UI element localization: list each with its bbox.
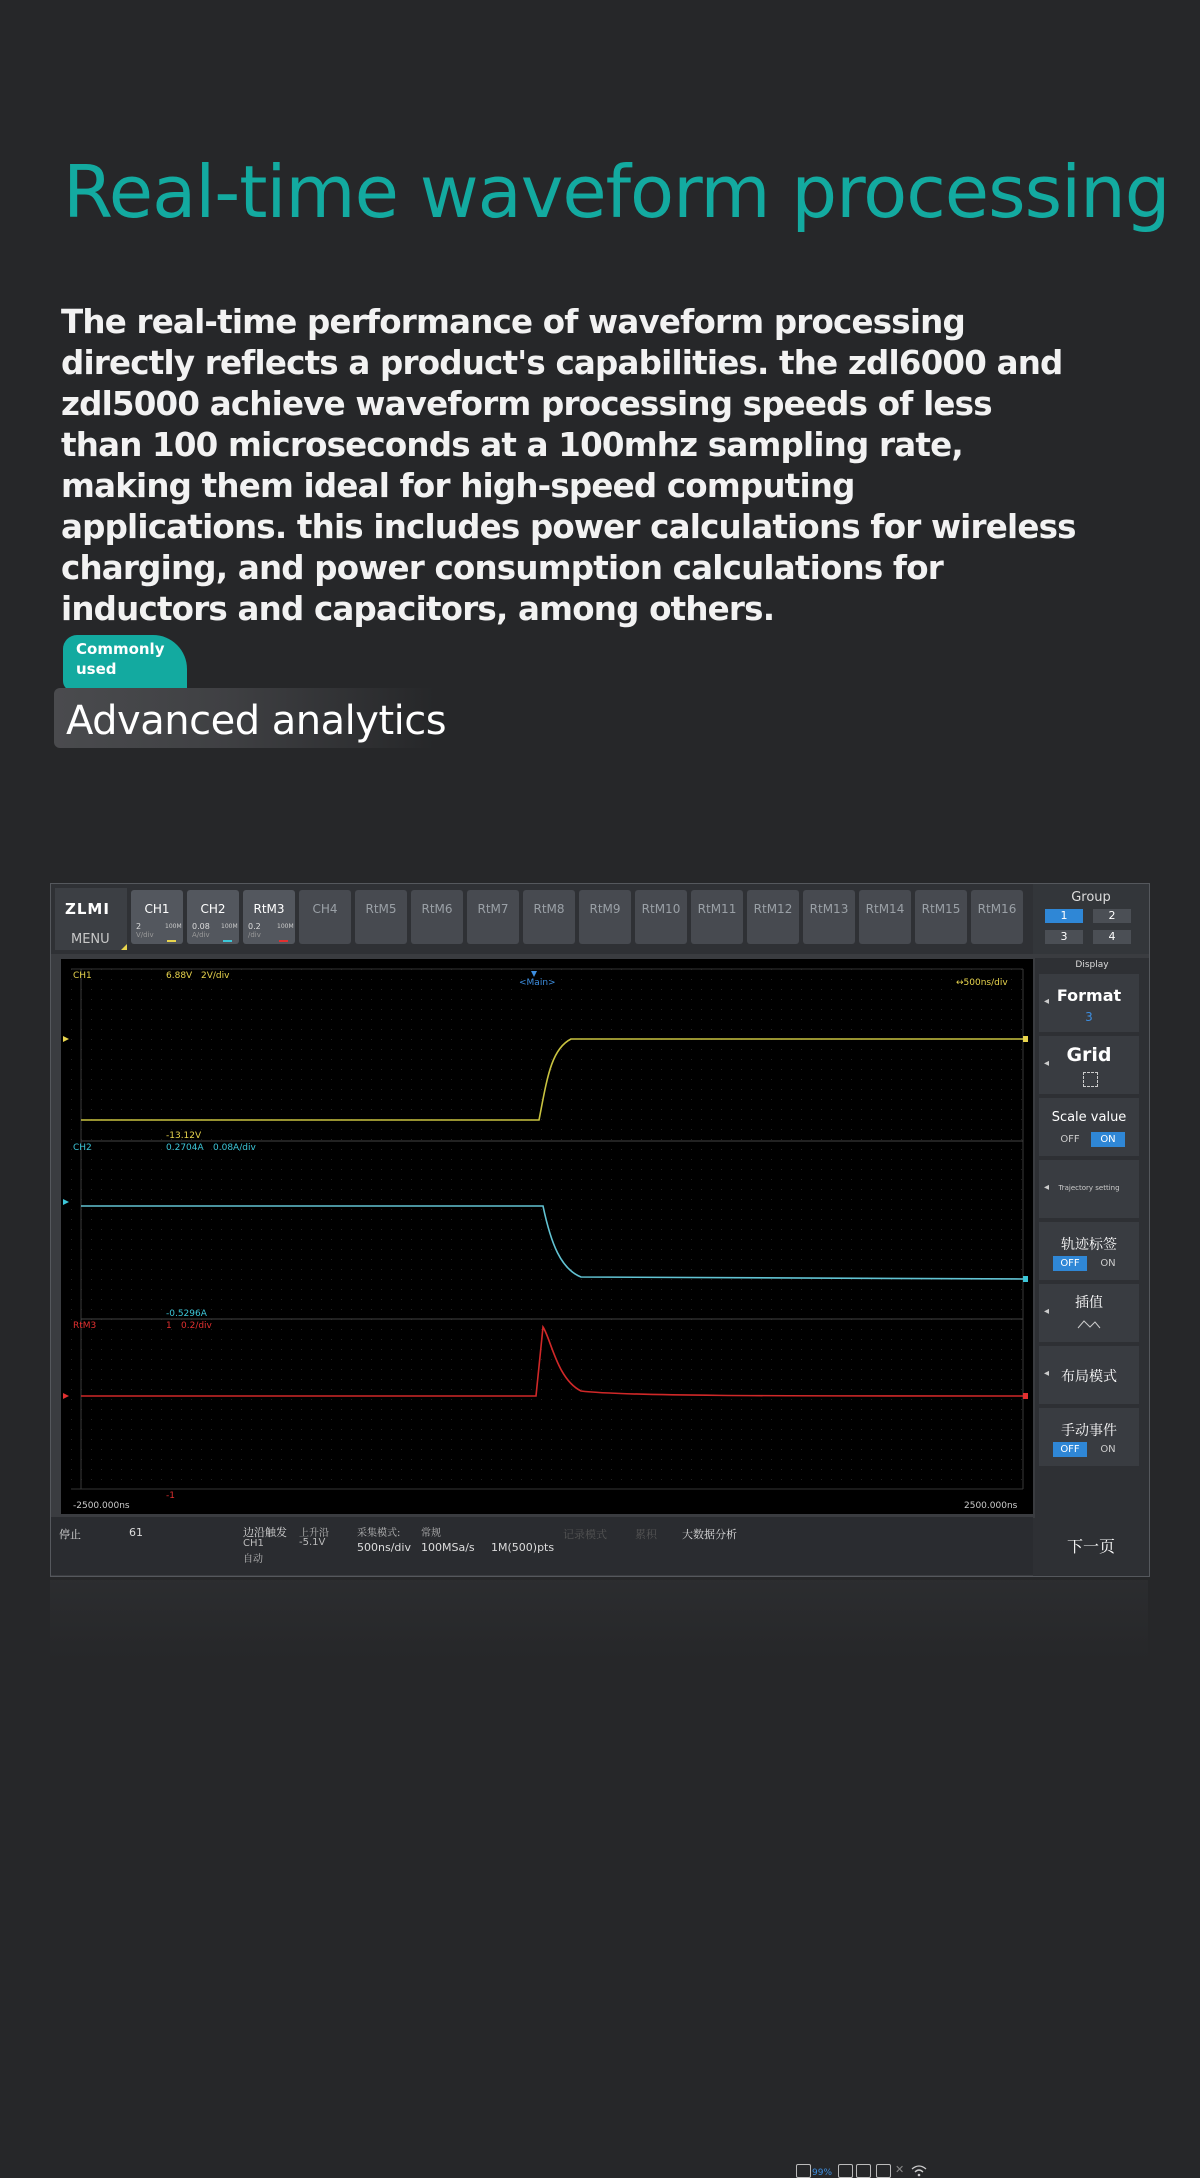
track-label-on[interactable]: ON <box>1100 1258 1116 1269</box>
trajectory-setting-label: Trajectory setting <box>1058 1184 1120 1192</box>
channel-tab-label: RtM7 <box>477 902 509 916</box>
manual-event-label: 手动事件 <box>1061 1423 1117 1439</box>
channel-color-indicator <box>223 940 232 942</box>
accumulate-button[interactable]: 累积 <box>635 1528 657 1541</box>
layout-mode-button[interactable] <box>1039 1346 1139 1404</box>
channel-tab-value: 2 <box>136 922 142 931</box>
scale-value-label: Scale value <box>1051 1110 1127 1125</box>
page-description: The real-time performance of waveform processing directly reflects a product's capabilities. the zdl6000 and zdl5000 achieve waveform processing speeds of less than 100 microseconds at a 100mhz sampling rate, making them ideal for high-speed computing applications. this includes power calculations for wireless charging, and power consumption calculations for inductors and capacitors, among others. <box>61 303 1076 628</box>
side-menu-header: Display <box>1075 960 1109 970</box>
channel-tab-label: RtM16 <box>977 902 1017 916</box>
group-button-4[interactable]: 4 <box>1093 930 1131 944</box>
channel-tab-label: RtM12 <box>753 902 793 916</box>
channel-tab-unit: V/div <box>136 931 154 939</box>
feature-badge <box>63 635 187 691</box>
acquisition-count: 61 <box>129 1526 143 1539</box>
ch2-right-marker <box>1023 1276 1028 1282</box>
ch1-scale: 2V/div <box>201 971 230 981</box>
bluetooth-off-icon: ✕ <box>895 2163 905 2176</box>
channel-tab-bandwidth: 100M <box>221 923 238 930</box>
next-page-button[interactable] <box>1033 1518 1149 1576</box>
channel-tab-rtm16[interactable] <box>971 890 1023 944</box>
format-button[interactable] <box>1039 974 1139 1032</box>
manual-event-button[interactable] <box>1039 1408 1139 1466</box>
waveform-canvas <box>61 959 1033 1514</box>
big-data-analysis-button[interactable]: 大数据分析 <box>682 1528 737 1541</box>
brand-logo: ZLMI <box>65 900 110 918</box>
wifi-icon <box>911 2164 927 2177</box>
channel-toolbar <box>51 884 1149 954</box>
ch2-offset: 0.2704A <box>166 1143 204 1153</box>
ch2-label: CH2 <box>73 1143 92 1153</box>
group-button-2[interactable]: 2 <box>1093 909 1131 923</box>
channel-tab-rtm10[interactable] <box>635 890 687 944</box>
display-side-menu <box>1035 958 1149 1518</box>
trigger-main-label: <Main> <box>519 978 556 988</box>
network-icon <box>838 2164 853 2178</box>
arrow-left-icon: ◂ <box>1044 1368 1050 1379</box>
time-left-label: -2500.000ns <box>73 1501 130 1511</box>
ch1-offset: 6.88V <box>166 971 193 981</box>
waveform-display[interactable] <box>61 959 1033 1514</box>
channel-tab-label: CH2 <box>200 902 226 916</box>
feature-band <box>54 688 447 748</box>
usb-icon <box>856 2164 871 2178</box>
menu-label: MENU <box>71 932 110 947</box>
channel-tab-rtm3[interactable] <box>243 890 295 944</box>
channel-tab-rtm6[interactable] <box>411 890 463 944</box>
channel-tab-rtm5[interactable] <box>355 890 407 944</box>
channel-tab-label: RtM9 <box>589 902 621 916</box>
manual-event-off[interactable]: OFF <box>1053 1442 1087 1457</box>
group-panel <box>1033 884 1149 954</box>
interpolation-button[interactable] <box>1039 1284 1139 1342</box>
trigger-mode: 自动 <box>243 1554 263 1565</box>
format-label: Format <box>1056 986 1122 1005</box>
rtm3-offset-marker <box>63 1393 69 1399</box>
oscilloscope-window <box>50 883 1150 2178</box>
channel-tab-unit: A/div <box>192 931 210 939</box>
feature-badge-label: Commonly used <box>76 640 165 678</box>
arrow-left-icon: ◂ <box>1044 1182 1050 1193</box>
channel-tab-ch4[interactable] <box>299 890 351 944</box>
rtm3-bottom: -1 <box>166 1491 175 1501</box>
page-title: Real-time waveform processing <box>63 150 1170 234</box>
channel-tab-rtm14[interactable] <box>859 890 911 944</box>
acquisition-mode[interactable]: 常规 <box>421 1528 441 1539</box>
grid-label: Grid <box>1066 1044 1112 1066</box>
status-timebase: 500ns/div <box>357 1541 411 1554</box>
rtm3-label: RtM3 <box>73 1321 97 1331</box>
channel-tab-label: RtM14 <box>865 902 905 916</box>
display-icon <box>876 2164 891 2178</box>
arrow-left-icon: ◂ <box>1044 1306 1050 1317</box>
menu-corner-icon <box>121 944 127 950</box>
interpolation-icon <box>1077 1318 1101 1330</box>
channel-tab-rtm15[interactable] <box>915 890 967 944</box>
screen-reflection <box>50 1580 1148 1660</box>
trigger-level: -5.1V <box>299 1537 326 1548</box>
grid-dots <box>71 969 1023 1489</box>
layout-mode-label: 布局模式 <box>1061 1369 1117 1385</box>
menu-button[interactable] <box>55 888 127 950</box>
channel-tab-bandwidth: 100M <box>165 923 182 930</box>
grid-button[interactable] <box>1039 1036 1139 1094</box>
manual-event-on[interactable]: ON <box>1100 1444 1116 1455</box>
channel-color-indicator <box>279 940 288 942</box>
channel-tab-rtm8[interactable] <box>523 890 575 944</box>
channel-tab-label: RtM6 <box>421 902 453 916</box>
rtm3-scale: 0.2/div <box>181 1321 212 1331</box>
feature-label: Advanced analytics <box>66 698 447 744</box>
ch1-bottom: -13.12V <box>166 1131 202 1141</box>
rtm3-right-marker <box>1023 1393 1028 1399</box>
ch1-offset-marker <box>63 1036 69 1042</box>
channel-tab-label: RtM8 <box>533 902 565 916</box>
ch2-bottom: -0.5296A <box>166 1309 207 1319</box>
trigger-source: CH1 <box>243 1538 264 1549</box>
channel-tab-value: 0.2 <box>248 922 261 931</box>
channel-tab-label: RtM3 <box>253 902 285 916</box>
group-button-3[interactable]: 3 <box>1045 930 1083 944</box>
scale-value-button[interactable] <box>1039 1098 1139 1156</box>
channel-tab-value: 0.08 <box>192 922 210 931</box>
channel-tab-rtm9[interactable] <box>579 890 631 944</box>
acquisition-mode-label: 采集模式: <box>357 1528 401 1539</box>
time-right-label: 2500.000ns <box>964 1501 1018 1511</box>
battery-level: 99% <box>812 2168 833 2178</box>
group-button-1[interactable]: 1 <box>1045 909 1083 923</box>
channel-tab-label: RtM11 <box>697 902 737 916</box>
memory-depth: 1M(500)pts <box>491 1541 555 1554</box>
format-value: 3 <box>1085 1010 1093 1024</box>
ch2-scale: 0.08A/div <box>213 1143 256 1153</box>
rtm3-offset: 1 <box>166 1321 172 1331</box>
ch2-offset-marker <box>63 1199 69 1205</box>
scale-value-off[interactable]: OFF <box>1060 1134 1080 1145</box>
arrow-left-icon: ◂ <box>1044 996 1050 1007</box>
battery-icon <box>796 2164 811 2178</box>
channel-tab-ch2[interactable] <box>187 890 239 944</box>
channel-tab-unit: /div <box>248 931 261 939</box>
next-page-label: 下一页 <box>1066 1537 1115 1556</box>
trigger-type[interactable]: 边沿触发 <box>243 1526 287 1539</box>
channel-tab-rtm12[interactable] <box>747 890 799 944</box>
channel-tab-rtm11[interactable] <box>691 890 743 944</box>
record-mode-button[interactable]: 记录模式 <box>563 1528 607 1541</box>
channel-tab-rtm13[interactable] <box>803 890 855 944</box>
track-label-off[interactable]: OFF <box>1053 1256 1087 1271</box>
timebase-label: ↔500ns/div <box>956 978 1008 988</box>
grid-icon <box>1083 1072 1098 1087</box>
sample-rate: 100MSa/s <box>421 1541 475 1554</box>
channel-tab-bandwidth: 100M <box>277 923 294 930</box>
channel-tab-label: RtM5 <box>365 902 397 916</box>
channel-color-indicator <box>167 940 176 942</box>
group-label: Group <box>1071 890 1111 905</box>
channel-tab-rtm7[interactable] <box>467 890 519 944</box>
status-bar <box>51 1517 1033 2178</box>
channel-tab-ch1[interactable] <box>131 890 183 944</box>
arrow-left-icon: ◂ <box>1044 1058 1050 1069</box>
trigger-edge: 上升沿 <box>299 1528 329 1539</box>
ch1-right-marker <box>1023 1036 1028 1042</box>
track-label-button[interactable] <box>1039 1222 1139 1280</box>
trajectory-setting-button[interactable] <box>1039 1160 1139 1218</box>
channel-tab-label: CH4 <box>312 902 338 916</box>
channel-tab-label: RtM10 <box>641 902 681 916</box>
channel-tab-label: RtM15 <box>921 902 961 916</box>
ch1-label: CH1 <box>73 971 92 981</box>
scale-value-on[interactable]: ON <box>1091 1132 1125 1147</box>
channel-tab-label: RtM13 <box>809 902 849 916</box>
track-label-label: 轨迹标签 <box>1061 1237 1117 1253</box>
channel-tab-label: CH1 <box>144 902 170 916</box>
run-state[interactable]: 停止 <box>59 1528 81 1541</box>
interpolation-label: 插值 <box>1075 1295 1103 1311</box>
